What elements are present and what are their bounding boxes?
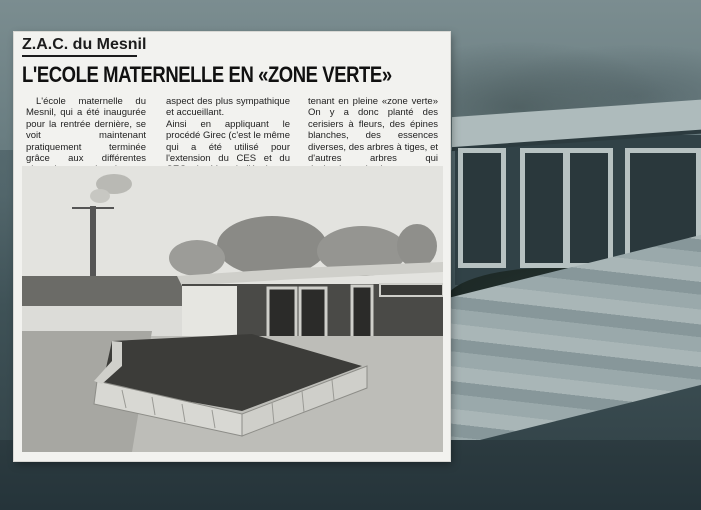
newspaper-clipping [14,32,450,461]
school-photo-illustration [22,166,443,452]
article-column-1-text: L'école maternelle du Mesnil, qui a été inaugurée pour la rentrée dernière, se voit maintenant pratiquement terminée grâce aux différentes [26,96,146,165]
background-window [520,148,568,268]
background-window [458,148,506,268]
article-column-3 [308,96,438,176]
article-column-2-text: aspect des plus sympathique et accueillant. Ainsi en appliquant le procédé Girec (c'est le même qui a été utilisé pour l'extension du CES et du [166,96,290,165]
article-column-3-text: tenant en pleine «zone verte» On y a donc planté des cerisiers à fleurs, des épines blanches, des essences diverses, des arbres à tiges, et d'autres arbres qui [308,96,438,165]
article-headline: L'ECOLE MATERNELLE EN «ZONE VERTE» [22,62,392,87]
article-photo [22,166,443,452]
article-kicker: Z.A.C. du Mesnil [22,36,147,53]
kicker-underline [22,55,137,57]
background-door [565,148,613,268]
